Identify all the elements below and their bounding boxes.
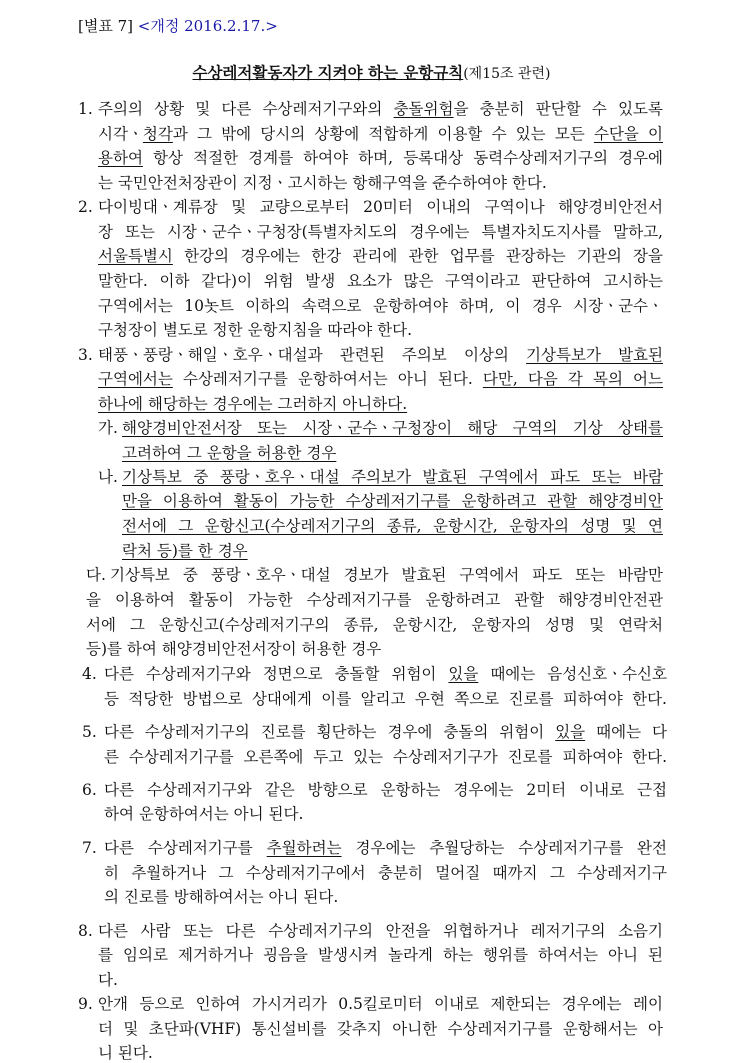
rule-number: 3. bbox=[78, 346, 93, 364]
underlined-text: 있을 bbox=[555, 723, 586, 741]
text-segment: 는 국민안전처장관이 지정ㆍ고시하는 항해구역을 준수하여야 한다. bbox=[98, 174, 547, 192]
rule-line bbox=[98, 921, 663, 941]
rule-line bbox=[98, 1043, 153, 1063]
underlined-text: 수단을 이 bbox=[593, 125, 663, 143]
text-segment: 주의의 상황 및 다른 수상레저기구와의 bbox=[98, 100, 394, 118]
text-segment: 의 진로를 방해하여서는 아니 된다. bbox=[104, 888, 339, 906]
rule-line bbox=[104, 664, 667, 684]
underlined-text: 청각 bbox=[142, 125, 173, 143]
text-segment: 전서에 그 운항신고(수상레저기구의 종류, 운항시간, 운항자의 성명 및 연 bbox=[122, 517, 663, 535]
amendment-date: <개정 2016.2.17.> bbox=[137, 17, 278, 35]
subitem-line bbox=[86, 615, 663, 635]
underlined-text: 기상특보가 발효된 bbox=[526, 346, 664, 364]
text-segment: 한강의 경우에는 한강 관리에 관한 업무를 관장하는 기관의 장을 bbox=[172, 247, 663, 265]
subitem-line bbox=[122, 491, 663, 511]
text-segment: 더 및 초단파(VHF) 통신설비를 갖추지 아니한 수상레저기구를 운항해서는 아 bbox=[98, 1020, 663, 1038]
underlined-text: 충돌위험 bbox=[393, 100, 454, 118]
rule-line bbox=[104, 689, 667, 709]
text-segment: 을 충분히 판단할 수 있도록 bbox=[453, 100, 663, 118]
text-segment: 태풍ㆍ풍랑ㆍ해일ㆍ호우ㆍ대설과 관련된 주의보 이상의 bbox=[98, 346, 527, 364]
subitem-line bbox=[122, 467, 663, 487]
underlined-text: 다만, 다음 각 목의 어느 bbox=[482, 370, 663, 388]
rule-line bbox=[104, 780, 667, 800]
text-segment: 다른 수상레저기구와 같은 방향으로 운항하는 경우에는 2미터 이내로 근접 bbox=[104, 781, 667, 799]
text-segment: 구역에서는 10놋트 이하의 속력으로 운항하여야 하며, 이 경우 시장ㆍ군수ㆍ bbox=[98, 297, 663, 315]
rule-line bbox=[98, 369, 663, 389]
text-segment: 다른 수상레저기구를 bbox=[104, 839, 267, 857]
subitem-line bbox=[122, 443, 336, 463]
rule-number: 6. bbox=[82, 781, 97, 799]
subitem-label: 가. bbox=[98, 419, 118, 437]
rule-line bbox=[98, 99, 663, 119]
underlined-text: 용하여 bbox=[98, 149, 143, 167]
rule-line bbox=[104, 804, 303, 824]
rule-line bbox=[98, 994, 663, 1014]
text-segment: 하여 운항하여서는 아니 된다. bbox=[104, 805, 304, 823]
text-segment: 을 이용하여 활동이 가능한 수상레저기구를 운항하려고 관할 해양경비안전관 bbox=[86, 591, 663, 609]
rule-line bbox=[98, 945, 663, 965]
text-segment: 때에는 음성신호ㆍ수신호 bbox=[478, 665, 668, 683]
rule-line bbox=[98, 345, 663, 365]
text-segment: 서에 그 운항신고(수상레저기구의 종류, 운항시간, 운항자의 성명 및 연락처 bbox=[86, 616, 663, 634]
rule-number: 4. bbox=[82, 665, 97, 683]
subitem-line bbox=[110, 565, 663, 585]
text-segment: 다이빙대ㆍ계류장 및 교량으로부터 20미터 이내의 구역이나 해양경비안전서 bbox=[98, 198, 663, 216]
page-title bbox=[0, 63, 743, 84]
rule-line bbox=[104, 838, 667, 858]
text-segment: 를 임의로 제거하거나 굉음을 발생시켜 놀라게 하는 행위를 하여서는 아니 된 bbox=[98, 946, 663, 964]
underlined-text: 있을 bbox=[448, 665, 479, 683]
text-segment: 수상레저기구를 운항하여서는 아니 된다. bbox=[172, 370, 483, 388]
rule-line bbox=[104, 747, 667, 767]
rule-line bbox=[98, 320, 412, 340]
text-segment: 다른 수상레저기구의 진로를 횡단하는 경우에 충돌의 위험이 bbox=[104, 723, 556, 741]
subitem-line bbox=[122, 418, 663, 438]
text-segment: 기상특보 중 풍랑ㆍ호우ㆍ대설 주의보가 발효된 구역에서 파도 또는 바람 bbox=[122, 468, 663, 486]
text-segment: 시각ㆍ bbox=[98, 125, 143, 143]
underlined-text: 구역에서는 bbox=[98, 370, 173, 388]
text-segment: 등 적당한 방법으로 상대에게 이를 알리고 우현 쪽으로 진로를 피하여야 한다. bbox=[104, 690, 667, 708]
text-segment: 항상 적절한 경계를 하여야 하며, 등록대상 동력수상레저기구의 경우에 bbox=[142, 149, 663, 167]
rule-line bbox=[104, 887, 338, 907]
rule-line bbox=[98, 197, 663, 217]
rule-line bbox=[98, 296, 663, 316]
rule-number: 5. bbox=[82, 723, 97, 741]
text-segment: 등)를 하여 해양경비안전서장이 허용한 경우 bbox=[86, 640, 382, 658]
text-segment: 다른 사람 또는 다른 수상레저기구의 안전을 위협하거나 레저기구의 소음기 bbox=[98, 922, 663, 940]
rule-line bbox=[98, 173, 547, 193]
text-segment: 만을 이용하여 활동이 가능한 수상레저기구를 운항하려고 관할 해양경비안 bbox=[122, 492, 663, 510]
underlined-text: 하나에 해당하는 경우에는 그러하지 아니하다. bbox=[98, 395, 408, 413]
text-segment: 해양경비안전서장 또는 시장ㆍ군수ㆍ구청장이 해당 구역의 기상 상태를 bbox=[122, 419, 663, 437]
rule-number: 7. bbox=[82, 839, 97, 857]
rule-line bbox=[98, 246, 663, 266]
text-segment: 고려하여 그 운항을 허용한 경우 bbox=[122, 444, 337, 462]
text-segment: 장 또는 시장ㆍ군수ㆍ구청장(특별자치도의 경우에는 특별자치도지사를 말하고, bbox=[98, 223, 663, 241]
subitem-label: 나. bbox=[98, 468, 118, 486]
rule-number: 2. bbox=[78, 198, 93, 216]
text-segment: 다른 수상레저기구와 정면으로 충돌할 위험이 bbox=[104, 665, 449, 683]
text-segment: 히 추월하거나 그 수상레저기구에서 충분히 멀어질 때까지 그 수상레저기구 bbox=[104, 864, 667, 882]
rule-number: 9. bbox=[78, 995, 93, 1013]
document-header bbox=[78, 16, 278, 36]
text-segment: 른 수상레저기구를 오른쪽에 두고 있는 수상레저기구가 진로를 피하여야 한다. bbox=[104, 748, 667, 766]
text-segment: 안개 등으로 인하여 가시거리가 0.5킬로미터 이내로 제한되는 경우에는 레이 bbox=[98, 995, 663, 1013]
rule-line bbox=[98, 970, 118, 990]
subitem-line bbox=[122, 541, 248, 561]
text-segment: 때에는 다 bbox=[585, 723, 667, 741]
text-segment: 과 그 밖에 당시의 상황에 적합하게 이용할 수 있는 모든 bbox=[172, 125, 594, 143]
rule-line bbox=[104, 722, 667, 742]
subitem-label: 다. bbox=[86, 566, 106, 584]
text-segment: 락처 등)를 한 경우 bbox=[122, 542, 248, 560]
subitem-line bbox=[86, 590, 663, 610]
subitem-line bbox=[86, 639, 381, 659]
rule-line bbox=[98, 271, 663, 291]
title-sub: (제15조 관련) bbox=[463, 66, 551, 82]
text-segment: 다. bbox=[98, 971, 118, 989]
underlined-text: 추월하려는 bbox=[266, 839, 342, 857]
rule-line bbox=[98, 222, 663, 242]
rule-line bbox=[98, 148, 663, 168]
text-segment: 기상특보 중 풍랑ㆍ호우ㆍ대설 경보가 발효된 구역에서 파도 또는 바람만 bbox=[110, 566, 663, 584]
table-label: [별표 7] bbox=[78, 17, 133, 35]
rule-number: 8. bbox=[78, 922, 93, 940]
text-segment: 니 된다. bbox=[98, 1044, 153, 1062]
rule-line bbox=[98, 1019, 663, 1039]
text-segment: 구청장이 별도로 정한 운항지침을 따라야 한다. bbox=[98, 321, 413, 339]
text-segment: 말한다. 이하 같다)이 위험 발생 요소가 많은 구역이라고 판단하여 고시하는 bbox=[98, 272, 663, 290]
underlined-text: 서울특별시 bbox=[98, 247, 173, 265]
title-main: 수상레저활동자가 지켜야 하는 운항규칙 bbox=[192, 64, 464, 82]
rule-number: 1. bbox=[78, 100, 93, 118]
subitem-line bbox=[122, 516, 663, 536]
rule-line bbox=[104, 863, 667, 883]
rule-line bbox=[98, 124, 663, 144]
rule-line bbox=[98, 394, 407, 414]
text-segment: 경우에는 추월당하는 수상레저기구를 완전 bbox=[341, 839, 667, 857]
